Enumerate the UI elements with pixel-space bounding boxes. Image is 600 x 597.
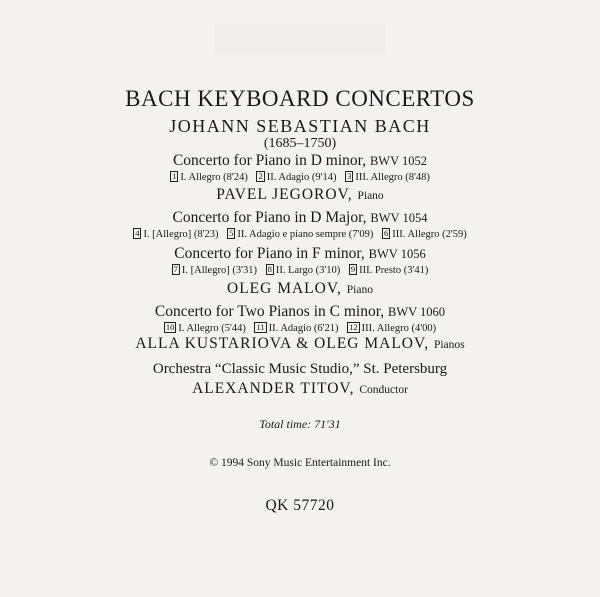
conductor-role: Conductor — [359, 384, 408, 396]
track-label: I. Allegro (5'44) — [178, 323, 246, 334]
bwv-number: BWV 1052 — [369, 154, 428, 168]
track-label: I. Allegro (8'24) — [180, 172, 248, 183]
track-number-box: 11 — [256, 322, 265, 332]
track-label: I. [Allegro] (3'31) — [181, 265, 257, 276]
concerto-title: Concerto for Piano in D Major, — [172, 209, 367, 226]
track-number-box: 6 — [384, 228, 389, 238]
concerto-2-tracks — [0, 228, 600, 240]
track-label: I. [Allegro] (8'23) — [143, 229, 219, 240]
concerto-title: Concerto for Piano in F minor, — [174, 245, 365, 262]
track-label: II. Largo (3'10) — [275, 265, 341, 276]
performer-name: PAVEL JEGOROV, — [216, 186, 353, 203]
track-number-box: 5 — [229, 228, 234, 238]
track-label: III. Allegro (8'48) — [355, 172, 430, 183]
concerto-1-tracks — [0, 171, 600, 183]
concerto-3-title — [0, 245, 600, 263]
track-item — [164, 323, 246, 334]
orchestra-credit: Orchestra “Classic Music Studio,” St. Petersburg — [152, 361, 448, 377]
track-item — [172, 265, 257, 276]
track-label: III. Allegro (2'59) — [392, 229, 467, 240]
album-title: BACH KEYBOARD CONCERTOS — [125, 86, 475, 111]
track-number-box: 8 — [267, 264, 272, 274]
performer-1 — [0, 186, 600, 204]
concerto-4-tracks — [0, 322, 600, 334]
bwv-number: BWV 1060 — [388, 305, 446, 319]
track-number-box: 10 — [165, 322, 175, 332]
concerto-title: Concerto for Piano in D minor, — [172, 152, 367, 169]
conductor-credit — [0, 380, 600, 398]
concerto-2-title — [0, 209, 600, 227]
track-item — [133, 229, 218, 240]
faint-show-through — [215, 24, 385, 54]
track-number-box: 4 — [135, 228, 140, 238]
track-item — [347, 323, 436, 334]
track-item — [170, 172, 248, 183]
track-label: II. Adagio (6'21) — [268, 323, 339, 334]
concerto-1-title — [0, 152, 600, 170]
track-number-box: 3 — [347, 171, 352, 181]
track-number-box: 9 — [350, 264, 356, 274]
performer-role: Pianos — [433, 339, 465, 351]
catalog-number: QK 57720 — [265, 497, 335, 514]
copyright-notice: © 1994 Sony Music Entertainment Inc. — [209, 457, 391, 469]
performer-role: Piano — [357, 190, 384, 202]
composer-name: JOHANN SEBASTIAN BACH — [169, 116, 431, 136]
track-item — [256, 172, 336, 183]
conductor-name: ALEXANDER TITOV, — [192, 380, 355, 397]
track-label: III. Allegro (4'00) — [361, 323, 437, 334]
concerto-4-title — [0, 303, 600, 321]
track-label: II. Adagio (9'14) — [266, 172, 337, 183]
total-time: Total time: 71'31 — [259, 417, 341, 431]
track-label: III. Presto (3'41) — [359, 265, 429, 276]
track-item — [254, 323, 338, 334]
performer-role: Piano — [346, 284, 373, 296]
performer-3 — [0, 335, 600, 353]
composer-dates: (1685–1750) — [263, 136, 337, 151]
performer-name: OLEG MALOV, — [227, 280, 342, 297]
track-item — [382, 229, 467, 240]
track-item — [227, 229, 373, 240]
bwv-number: BWV 1054 — [370, 211, 428, 225]
track-label: II. Adagio e piano sempre (7'09) — [237, 229, 374, 240]
concerto-3-tracks — [0, 264, 600, 276]
performer-2 — [0, 280, 600, 298]
track-number-box: 12 — [349, 322, 358, 332]
track-item — [345, 172, 430, 183]
bwv-number: BWV 1056 — [368, 247, 426, 261]
concerto-title: Concerto for Two Pianos in C minor, — [154, 303, 385, 320]
track-number-box: 2 — [258, 171, 263, 181]
track-number-box: 1 — [172, 171, 177, 181]
track-item — [349, 265, 429, 276]
track-item — [266, 265, 341, 276]
track-number-box: 7 — [173, 264, 178, 274]
performer-name: ALLA KUSTARIOVA & OLEG MALOV, — [135, 335, 430, 352]
